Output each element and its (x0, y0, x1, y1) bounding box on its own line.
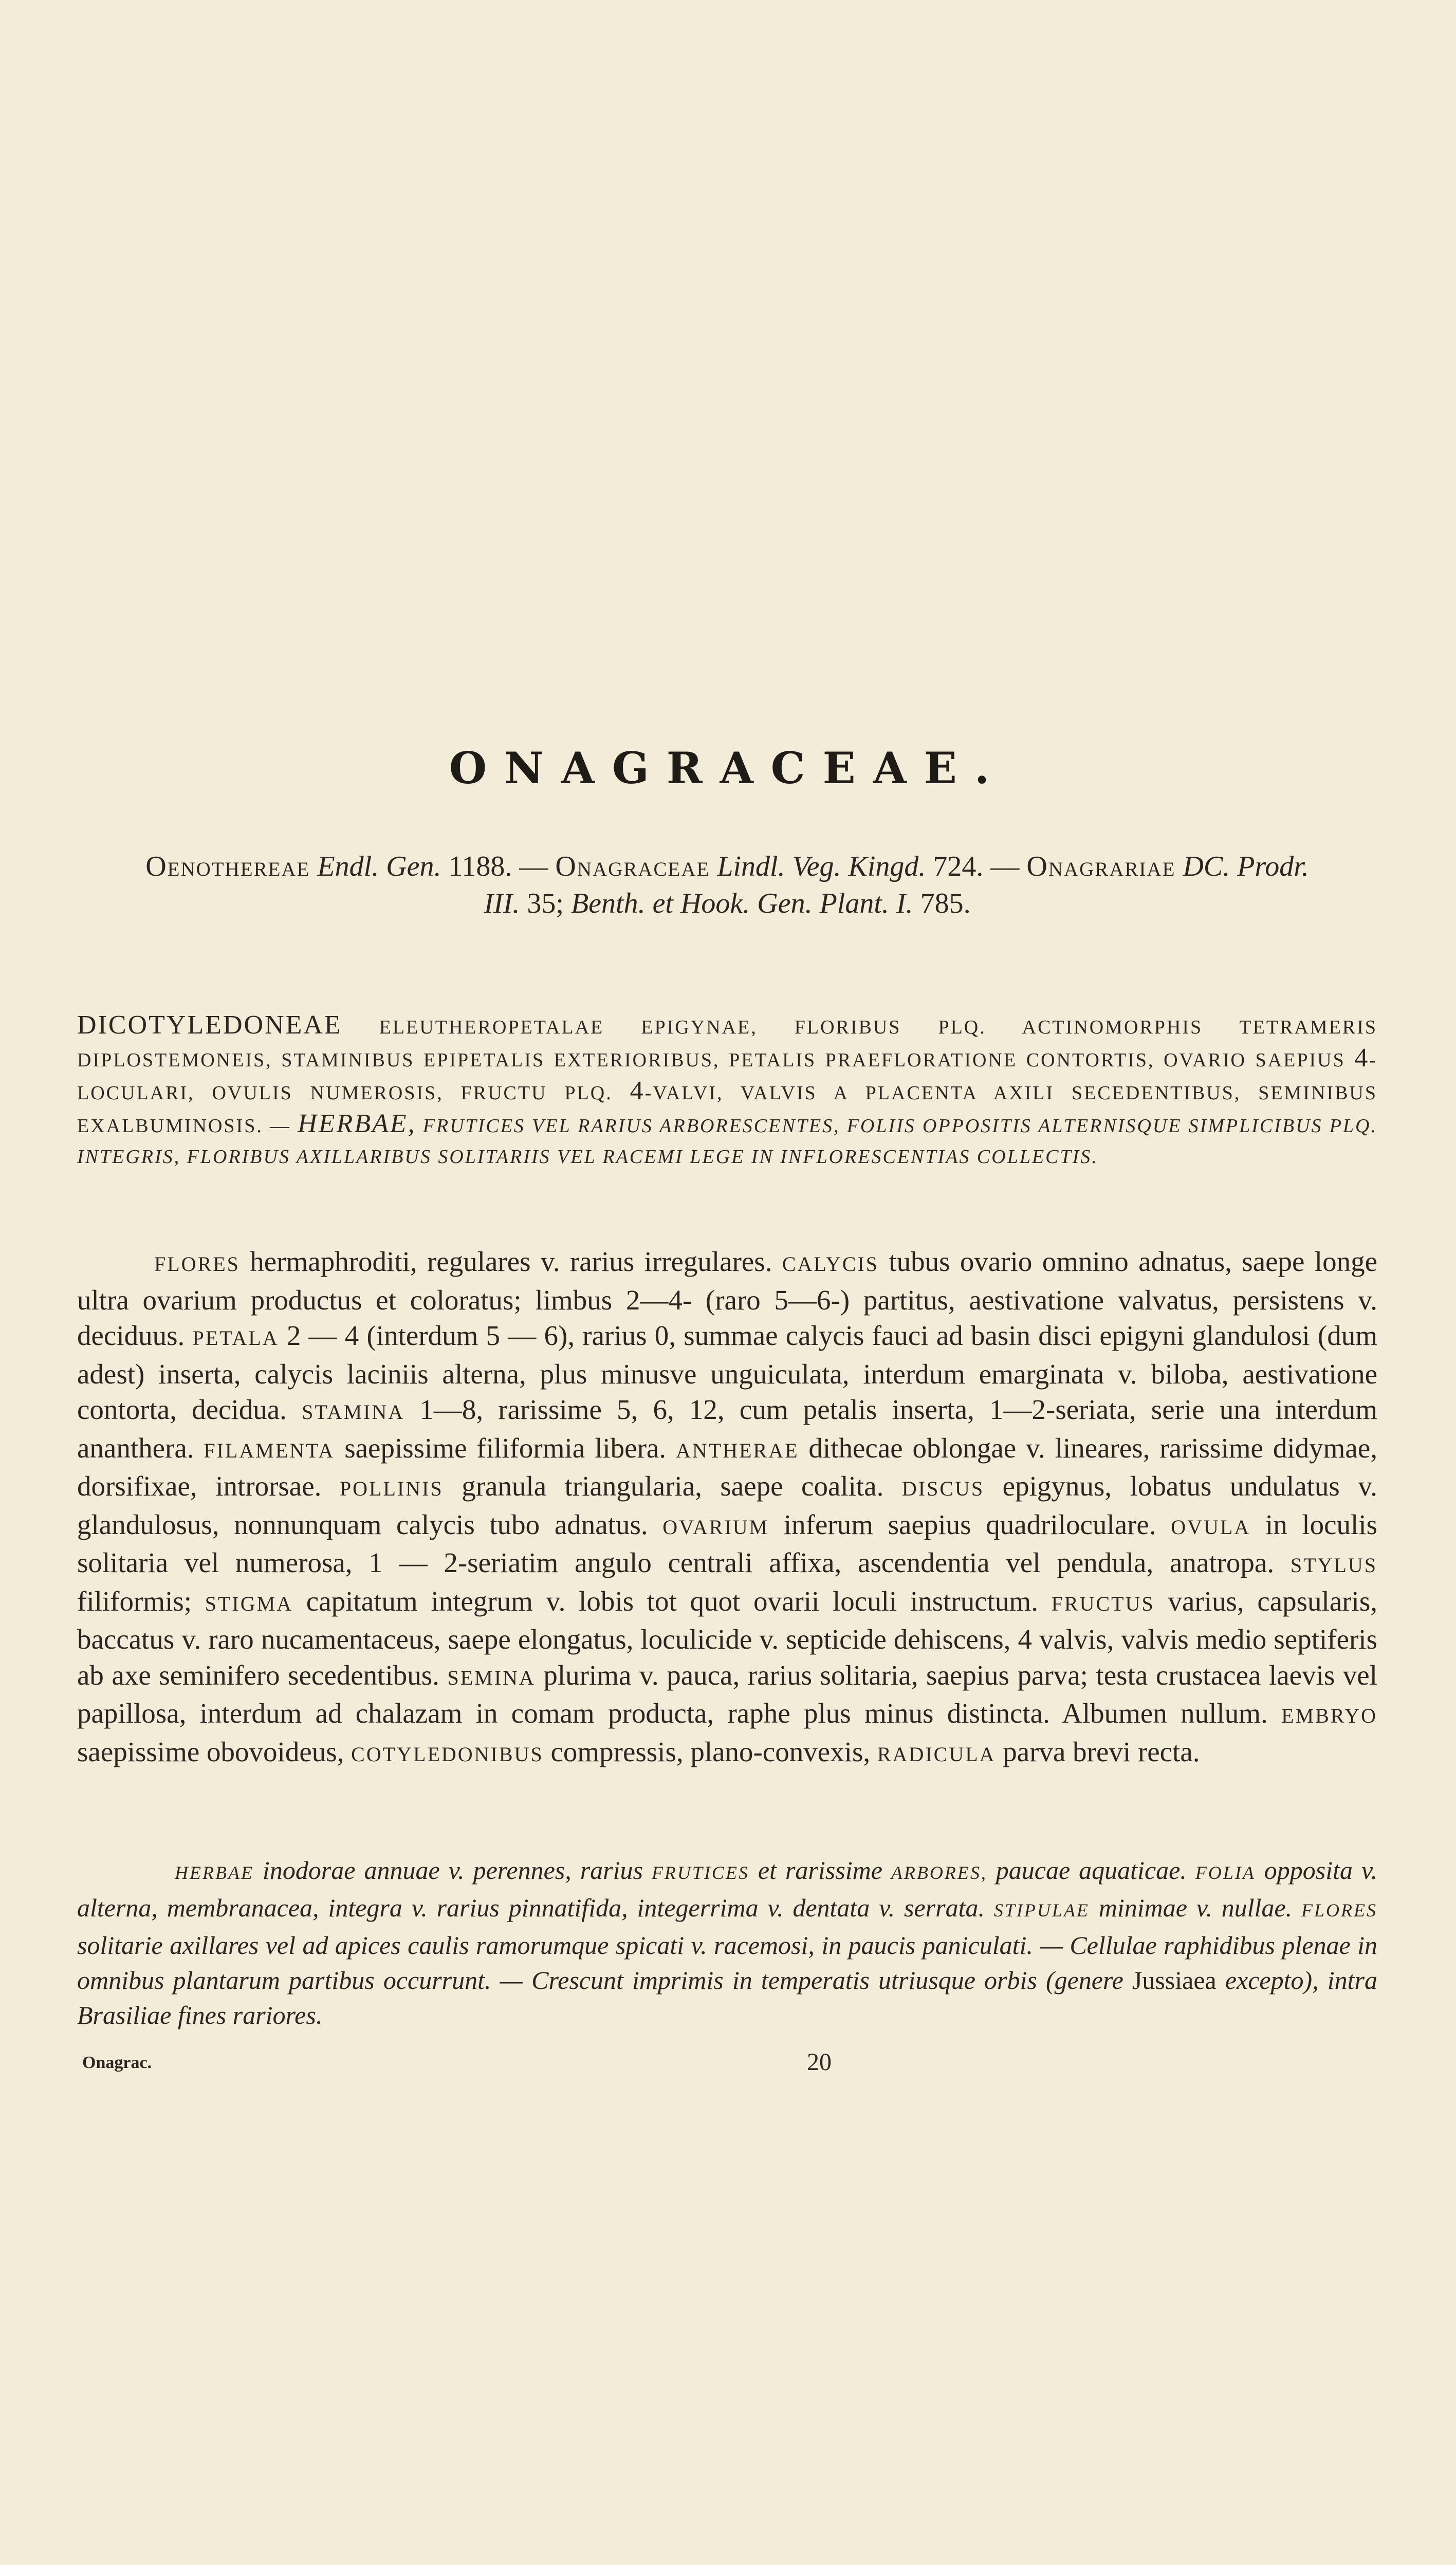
citation-number: 35; (520, 888, 571, 919)
term: SEMINA (447, 1666, 536, 1689)
description-text: compressis, plano-convexis, (543, 1736, 877, 1767)
term: COTYLEDONIBUS (351, 1742, 544, 1766)
description-text: saepissime filiformia libera. (335, 1432, 676, 1464)
term: STYLUS (1290, 1554, 1377, 1577)
term: CALYCIS (782, 1252, 879, 1276)
term: OVULA (1171, 1515, 1251, 1539)
diagnosis-text: -VALVI, VALVIS A PLACENTA AXILI SECEDENTIBUS, SEMINIBUS EXALBUMINOSIS. — (77, 1082, 1377, 1137)
synonym-name: Onagrariae (1026, 851, 1176, 882)
citation-number: 724. — (926, 851, 1027, 882)
citation: DC. Prodr. (1183, 851, 1309, 882)
diagnosis (77, 1010, 1377, 1172)
term: POLLINIS (339, 1477, 444, 1500)
habit-text: paucae aquaticae. (987, 1856, 1195, 1885)
diagnosis-number: 4 (1354, 1043, 1370, 1073)
synonym-name: Oenothereae (145, 851, 310, 882)
term: STIGMA (205, 1592, 293, 1615)
citation-number: 785. (913, 888, 971, 919)
habit-text: solitarie axillares vel ad apices caulis ramorumque spicati v. racemosi, in paucis paniculati. — Cellulae raphidibus plenae in omnibus plantarum partibus occurrunt. — Crescunt imprimis in temperatis utriusque orbis (genere (77, 1931, 1377, 1995)
term: HERBAE (175, 1862, 254, 1883)
genus-name: Jussiaea (1132, 1966, 1217, 1995)
description-text: capitatum integrum v. lobis tot quot ovarii loculi instructum. (293, 1585, 1052, 1617)
main-description (77, 1244, 1377, 1772)
citation: III. (484, 888, 520, 919)
term: EMBRYO (1281, 1704, 1377, 1727)
term: DISCUS (901, 1477, 985, 1500)
diagnosis-lead: DICOTYLEDONEAE (77, 1010, 342, 1040)
diagnosis-text: -LOCULARI, OVULIS NUMEROSIS, FRUCTU PLQ. (77, 1049, 1377, 1104)
term: FRUTICES (651, 1862, 749, 1883)
description-text: varius, capsularis, baccatus v. raro nucamentaceus, saepe elongatus, loculicide v. septicide dehiscens, 4 valvis, valvis medio septiferis ab axe seminifero secedentibus. (77, 1585, 1377, 1691)
term: PETALA (192, 1326, 279, 1350)
page-number: 20 (807, 2049, 832, 2076)
term: FOLIA (1195, 1862, 1256, 1883)
description-text: tubus ovario omnino adnatus, saepe longe ultra ovarium productus et coloratus; limbus 2—4- (raro 5—6-) partitus, aestivatione valvatus, persistens v. deciduus. (77, 1246, 1377, 1351)
description-text: filiformis; (77, 1585, 205, 1617)
term: STAMINA (302, 1400, 405, 1424)
diagnosis-italic-text: FRUTICES VEL RARIUS ARBORESCENTES, FOLIIS OPPOSITIS ALTERNISQUE SIMPLICIBUS PLQ. INTEGRIS, FLORIBUS AXILLARIBUS SOLITARIIS VEL RACEMI LEGE IN INFLORESCENTIAS COLLECTIS. (77, 1115, 1377, 1168)
diagnosis-text: ELEUTHEROPETALAE EPIGYNAE, FLORIBUS PLQ. ACTINOMORPHIS TETRAMERIS DIPLOSTEMONEIS, STAMINIBUS EPIPETALIS EXTERIORIBUS, PETALIS PRAEFLORATIONE CONTORTIS, OVARIO SAEPIUS (77, 1017, 1377, 1071)
term: FLORES (154, 1252, 240, 1276)
term: ANTHERAE (675, 1438, 799, 1462)
description-text: in loculis solitaria vel numerosa, 1 — 2-seriatim angulo centrali affixa, ascendentia vel pendula, anatropa. (77, 1508, 1378, 1578)
term: STIPULAE (993, 1900, 1090, 1921)
description-text: parva brevi recta. (996, 1736, 1200, 1767)
term: FLORES (1301, 1900, 1377, 1921)
citation: Endl. Gen. (317, 851, 441, 882)
citation-number: 1188. — (441, 851, 556, 882)
description-text: 1—8, rarissime 5, 6, 12, cum petalis inserta, 1—2-seriata, serie una interdum ananthera. (77, 1394, 1377, 1464)
description-text: epigynus, lobatus undulatus v. glandulosus, nonnunquam calycis tubo adnatus. (77, 1470, 1378, 1540)
term: RADICULA (877, 1742, 996, 1766)
citation: Lindl. Veg. Kingd. (717, 851, 926, 882)
habit-text: inodorae annuae v. perennes, rarius (253, 1856, 652, 1885)
description-text: dithecae oblongae v. lineares, rarissime didymae, dorsifixae, introrsae. (77, 1432, 1377, 1502)
description-text: hermaphroditi, regulares v. rarius irregulares. (239, 1246, 782, 1277)
habit-text: minimae v. nullae. (1089, 1893, 1301, 1922)
description-text: inferum saepius quadriloculare. (769, 1508, 1171, 1540)
description-text: granula triangularia, saepe coalita. (443, 1470, 902, 1502)
term: FILAMENTA (204, 1438, 335, 1462)
diagnosis-italic-lead: HERBAE, (298, 1109, 416, 1138)
synonym-name: Onagraceae (555, 851, 710, 882)
habit-paragraph (77, 1853, 1377, 2033)
citation: Benth. et Hook. Gen. Plant. I. (570, 888, 913, 919)
habit-text: excepto), intra Brasiliae fines rariores. (77, 1966, 1377, 2029)
term: ARBORES, (891, 1862, 987, 1883)
description-text: saepissime obovoideus, (77, 1736, 352, 1767)
diagnosis-number: 4 (630, 1076, 645, 1105)
description-text: 2 — 4 (interdum 5 — 6), rarius 0, summae calycis fauci ad basin disci epigyni glandulosi (dum adest) inserta, calycis laciniis alterna, plus minusve unguiculata, interdum emarginata v. biloba, aestivatione contorta, decidua. (77, 1320, 1377, 1425)
habit-text: et rarissime (749, 1856, 891, 1885)
synonymy (77, 848, 1377, 922)
term: FRUCTUS (1051, 1592, 1155, 1615)
family-title: ONAGRACEAE. (449, 743, 1007, 794)
signature-mark: Onagrac. (82, 2053, 152, 2072)
term: OVARIUM (662, 1515, 769, 1539)
habit-text: opposita v. alterna, membranacea, integra v. rarius pinnatifida, integerrima v. dentata v. serrata. (77, 1856, 1377, 1922)
description-text: plurima v. pauca, rarius solitaria, saepius parva; testa crustacea laevis vel papillosa, interdum ad chalazam in comam producta, raphe plus minus distincta. Albumen nullum. (77, 1659, 1377, 1729)
